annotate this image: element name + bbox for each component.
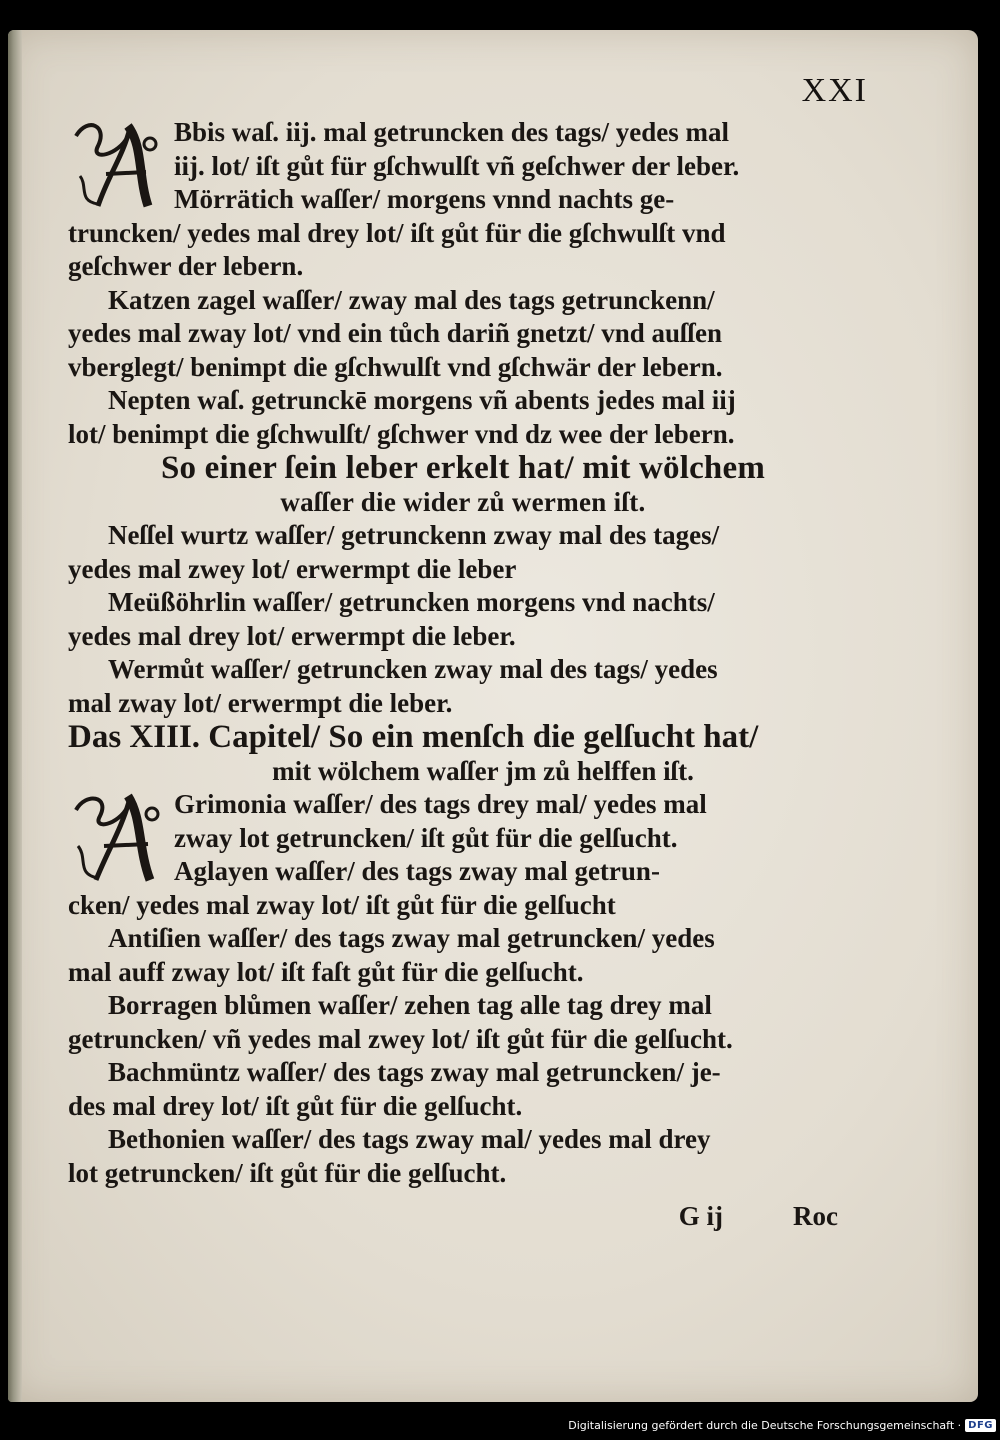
binding-edge xyxy=(8,30,22,1402)
text-line: Aglayen waſſer/ des tags zway mal getrun- xyxy=(174,856,660,886)
text-line: Bachmüntz waſſer/ des tags zway mal getruncken/ je- xyxy=(108,1057,721,1087)
text-line: yedes mal zwey lot/ erwermpt die leber xyxy=(68,553,517,584)
text-line: mal zway lot/ erwermpt die leber. xyxy=(68,687,453,718)
text-line: mal auff zway lot/ iſt faſt gůt für die gelſucht. xyxy=(68,956,584,987)
initial-flourish-icon xyxy=(68,788,168,884)
text-line: lot getruncken/ iſt gůt für die gelſucht. xyxy=(68,1157,507,1188)
text-line: Antiſien waſſer/ des tags zway mal getruncken/ yedes xyxy=(108,923,715,953)
text-line: lot/ benimpt die gſchwulſt/ gſchwer vnd dz wee der lebern. xyxy=(68,418,735,449)
decorated-initial xyxy=(68,116,168,212)
text-line: truncken/ yedes mal drey lot/ iſt gůt für die gſchwulſt vnd xyxy=(68,217,726,248)
text-line: getruncken/ vñ yedes mal zwey lot/ iſt gůt für die gelſucht. xyxy=(68,1023,733,1054)
folio-number: XXI xyxy=(801,72,868,109)
text-line: Meüßöhrlin waſſer/ getruncken morgens vnd nachts/ xyxy=(108,587,715,617)
text-line: geſchwer der lebern. xyxy=(68,251,304,281)
chapter-heading: Das XIII. Capitel/ So ein menſch die gelſucht hat/ xyxy=(68,719,759,755)
text-line: Grimonia waſſer/ des tags drey mal/ yedes mal xyxy=(174,789,707,819)
scanned-page xyxy=(8,30,978,1402)
dfg-logo-icon: DFG xyxy=(965,1419,996,1432)
digitization-footer xyxy=(568,1419,996,1432)
decorated-initial xyxy=(68,788,168,884)
text-line: zway lot getruncken/ iſt gůt für die gelſucht. xyxy=(174,822,678,853)
text-line: Katzen zagel waſſer/ zway mal des tags getrunckenn/ xyxy=(108,284,715,315)
text-block xyxy=(68,116,858,1236)
text-line: Bbis waſ. iij. mal getruncken des tags/ yedes mal xyxy=(174,117,730,147)
text-line: iij. lot/ iſt gůt für gſchwulſt vñ geſchwer der leber. xyxy=(174,150,740,181)
text-line: Neſſel wurtz waſſer/ getrunckenn zway mal des tages/ xyxy=(108,520,720,550)
text-line: yedes mal zway lot/ vnd ein tůch dariñ gnetzt/ vnd auſſen xyxy=(68,318,723,348)
text-line: yedes mal drey lot/ erwermpt die leber. xyxy=(68,620,516,651)
text-line: des mal drey lot/ iſt gůt für die gelſucht. xyxy=(68,1090,523,1121)
text-line: Nepten waſ. getrunckē morgens vñ abents jedes mal iij xyxy=(108,385,736,415)
chapter-heading-sub: mit wölchem waſſer jm zů helffen iſt. xyxy=(272,756,694,786)
signature-mark: G ij xyxy=(678,1201,724,1231)
page-foot xyxy=(68,1196,858,1236)
section-heading-sub: waſſer die wider zů wermen iſt. xyxy=(280,487,646,517)
text-line: Bethonien waſſer/ des tags zway mal/ yedes mal drey xyxy=(108,1124,711,1154)
text-line: Wermůt waſſer/ getruncken zway mal des tags/ yedes xyxy=(108,654,718,684)
text-line: Mörrätich waſſer/ morgens vnnd nachts ge- xyxy=(174,184,675,214)
footer-credit: Digitalisierung gefördert durch die Deutsche Forschungsgemeinschaft · xyxy=(568,1419,962,1432)
text-line: Borragen blůmen waſſer/ zehen tag alle tag drey mal xyxy=(108,990,712,1020)
text-line: cken/ yedes mal zway lot/ iſt gůt für die gelſucht xyxy=(68,889,616,920)
catchword: Roc xyxy=(793,1201,838,1231)
text-line: vberglegt/ benimpt die gſchwulſt vnd gſchwär der lebern. xyxy=(68,351,723,382)
section-heading: So einer ſein leber erkelt hat/ mit wölchem xyxy=(160,450,766,486)
initial-flourish-icon xyxy=(68,116,168,212)
